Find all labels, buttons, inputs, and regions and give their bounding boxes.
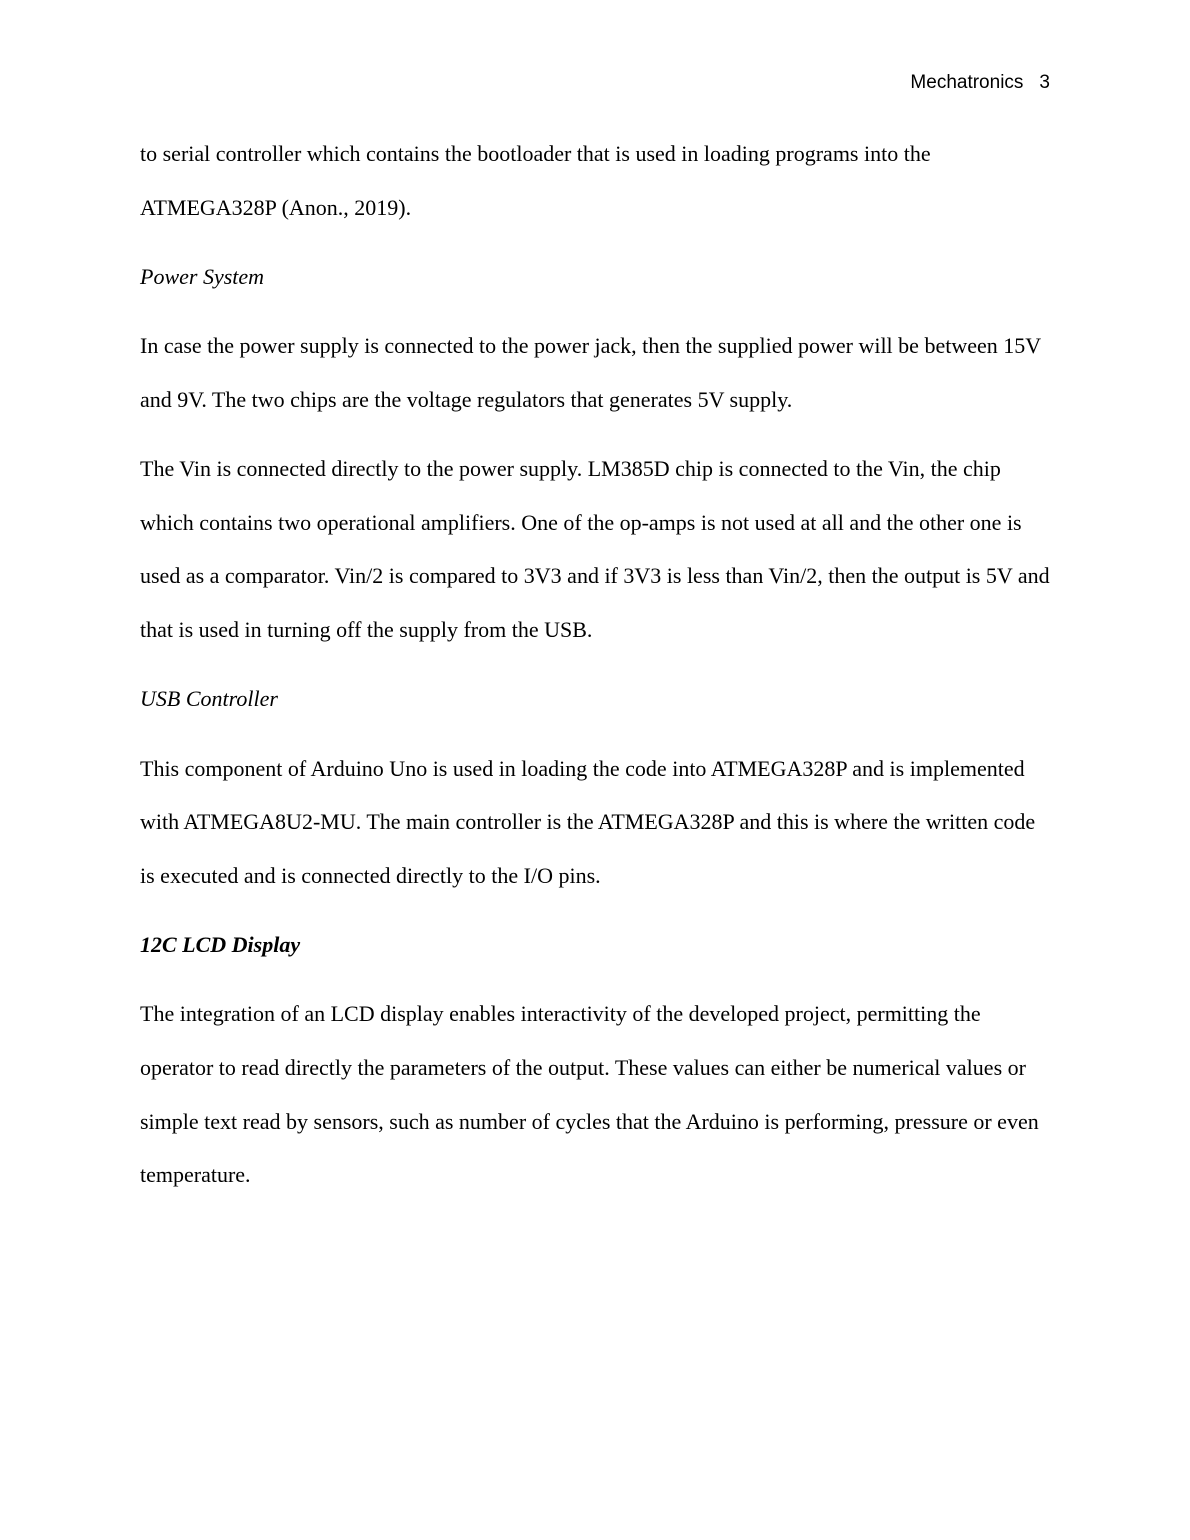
document-body [140,127,1052,1218]
page-number: 3 [1039,72,1050,93]
paragraph-usb-controller: This component of Arduino Uno is used in loading the code into ATMEGA328P and is implemented with ATMEGA8U2-MU. The main controller is the ATMEGA328P and this is where the written code is executed and is connected directly to the I/O pins. [140,755,1036,888]
running-header [910,70,1050,96]
paragraph-vin: The Vin is connected directly to the power supply. LM385D chip is connected to the Vin, the chip which contains two operational amplifiers. One of the op-amps is not used at all and the other one is used as a comparator. Vin/2 is compared to 3V3 and if 3V3 is less than Vin/2, then the output is 5V and that is used in turning off the supply from the USB. [140,456,1050,643]
running-title: Mechatronics [910,72,1024,93]
paragraph-lcd-display: The integration of an LCD display enables interactivity of the developed project, permitting the operator to read directly the parameters of the output. These values can either be numerical values or simple text read by sensors, such as number of cycles that the Arduino is performing, pressure or even temperature. [140,1001,1039,1188]
section-heading-power-system: Power System [140,263,265,289]
paragraph-continuation: to serial controller which contains the bootloader that is used in loading programs into the ATMEGA328P (Anon., 2019). [140,141,931,220]
section-heading-usb-controller: USB Controller [140,686,278,712]
paragraph-power-supply: In case the power supply is connected to the power jack, then the supplied power will be between 15V and 9V. The two chips are the voltage regulators that generates 5V supply. [140,333,1041,412]
section-heading-lcd-display: 12C LCD Display [140,932,301,958]
